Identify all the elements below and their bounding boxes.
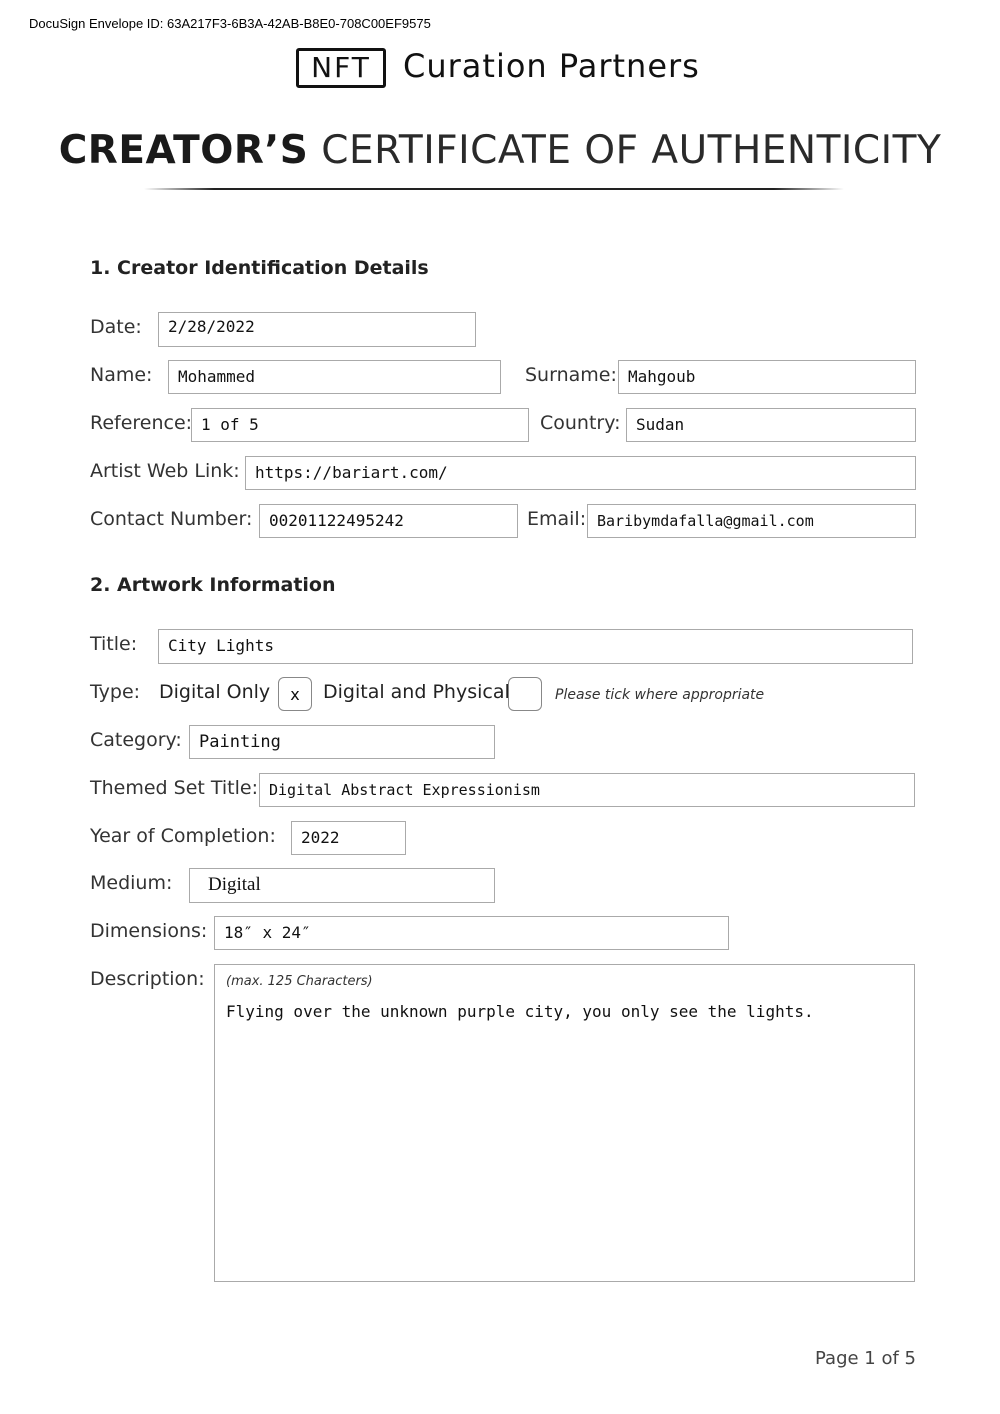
contact-number-field[interactable]: 00201122495242 [259, 504, 518, 538]
country-field[interactable]: Sudan [626, 408, 916, 442]
themed-set-label: Themed Set Title: [90, 777, 258, 799]
surname-label: Surname: [525, 364, 617, 386]
section-artwork-heading: 2. Artwork Information [90, 574, 336, 596]
title-rest: CERTIFICATE OF AUTHENTICITY [321, 128, 942, 173]
artwork-title-label: Title: [90, 633, 138, 655]
surname-field[interactable]: Mahgoub [618, 360, 916, 394]
category-field[interactable]: Painting [189, 725, 495, 759]
section-creator-heading: 1. Creator Identification Details [90, 257, 429, 279]
type-label: Type: [90, 681, 141, 703]
reference-field[interactable]: 1 of 5 [191, 408, 529, 442]
date-field[interactable]: 2/28/2022 [158, 312, 476, 347]
name-label: Name: [90, 364, 153, 386]
web-link-field[interactable]: https://bariart.com/ [245, 456, 916, 490]
medium-label: Medium: [90, 872, 173, 894]
logo-mark: NFT [296, 48, 386, 88]
year-label: Year of Completion: [90, 825, 276, 847]
medium-field[interactable]: Digital [189, 868, 495, 903]
date-label: Date: [90, 316, 142, 338]
email-field[interactable]: Baribymdafalla@gmail.com [587, 504, 916, 538]
email-label: Email: [527, 508, 587, 530]
themed-set-field[interactable]: Digital Abstract Expressionism [259, 773, 915, 807]
digital-physical-checkbox[interactable] [508, 677, 542, 711]
logo-text: Curation Partners [403, 47, 700, 85]
country-label: Country: [540, 412, 621, 434]
category-label: Category: [90, 729, 182, 751]
reference-label: Reference: [90, 412, 193, 434]
digital-only-checkbox[interactable]: x [278, 677, 312, 711]
type-hint: Please tick where appropriate [555, 687, 765, 703]
description-field[interactable] [214, 964, 915, 1282]
description-hint: (max. 125 Characters) [226, 974, 373, 989]
description-label: Description: [90, 968, 205, 990]
digital-only-label: Digital Only [159, 681, 271, 703]
page-title [0, 128, 1000, 173]
contact-number-label: Contact Number: [90, 508, 253, 530]
title-bold: CREATOR’S [58, 128, 309, 173]
web-link-label: Artist Web Link: [90, 460, 240, 482]
dimensions-label: Dimensions: [90, 920, 208, 942]
dimensions-field[interactable]: 18″ x 24″ [214, 916, 729, 950]
artwork-title-field[interactable]: City Lights [158, 629, 913, 664]
year-field[interactable]: 2022 [291, 821, 406, 855]
title-divider [144, 188, 844, 190]
description-text: Flying over the unknown purple city, you only see the lights. [226, 1002, 814, 1021]
page-number: Page 1 of 5 [815, 1348, 916, 1369]
envelope-id: DocuSign Envelope ID: 63A217F3-6B3A-42AB-B8E0-708C00EF9575 [29, 16, 431, 31]
name-field[interactable]: Mohammed [168, 360, 501, 394]
digital-physical-label: Digital and Physical [323, 681, 510, 703]
